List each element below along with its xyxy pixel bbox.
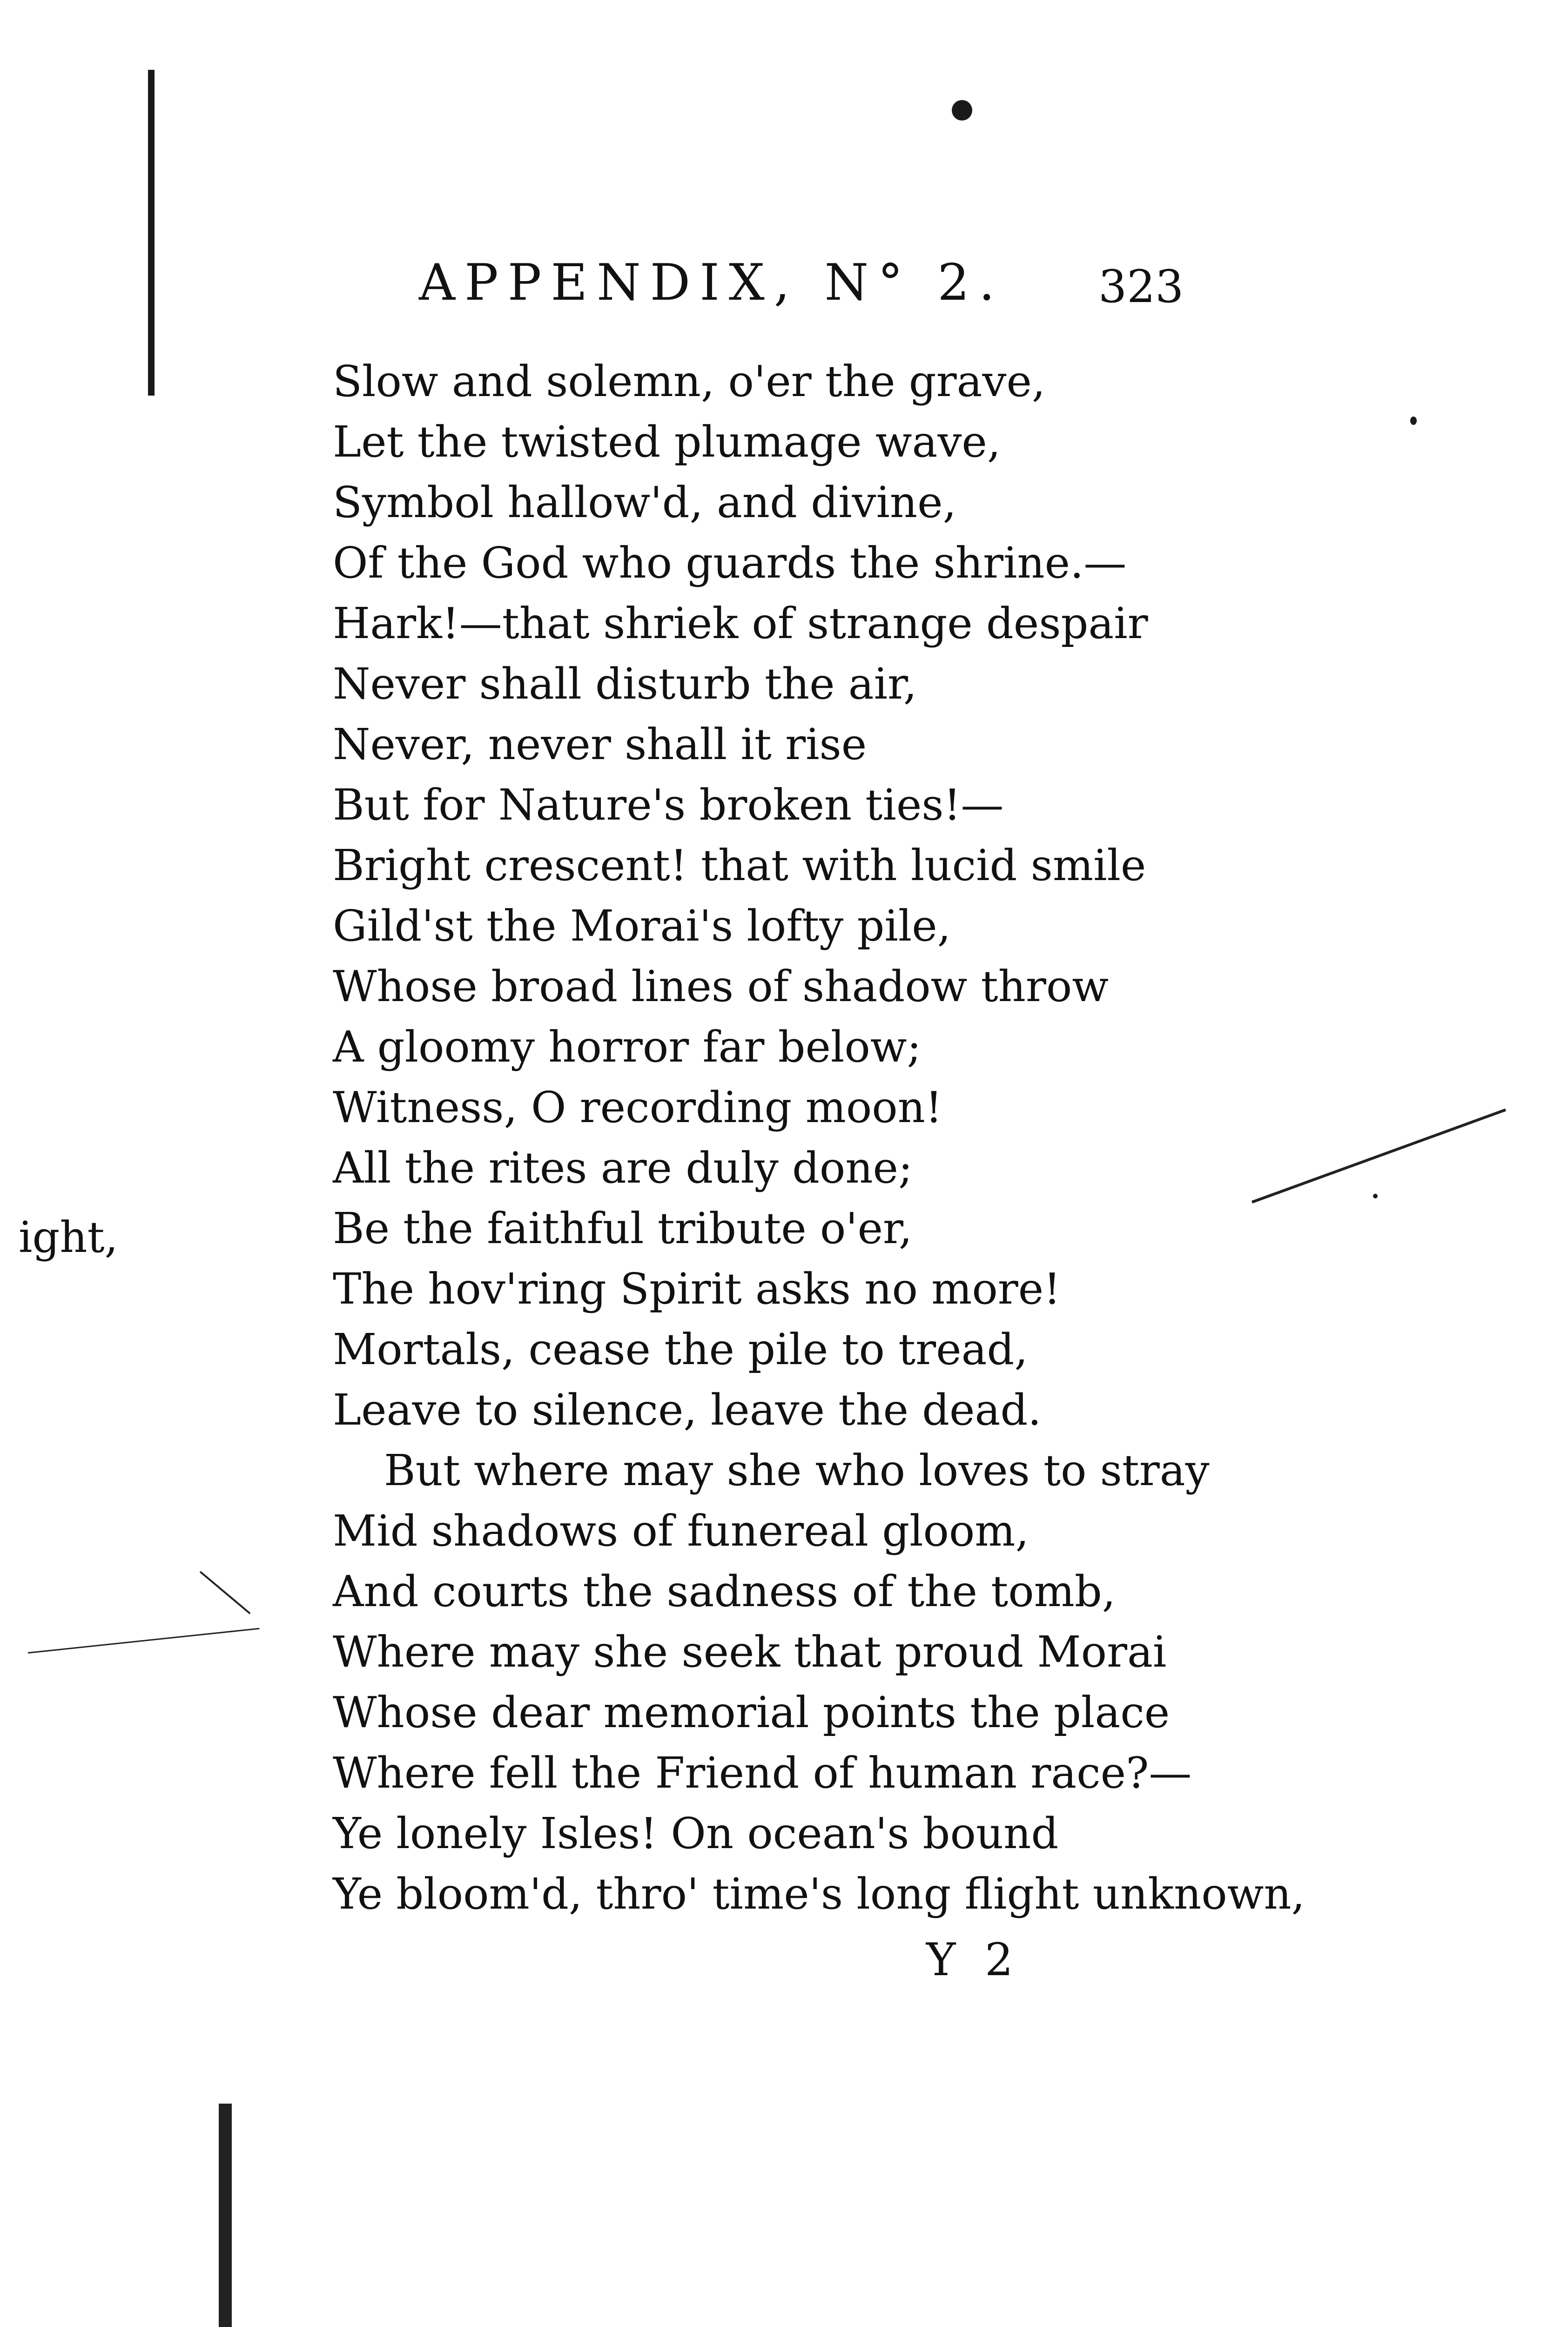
verse-line: Ye lonely Isles! On ocean's bound: [333, 1809, 1059, 1858]
verse-line: Never shall disturb the air,: [333, 659, 917, 709]
stray-pen-stroke: [200, 1571, 251, 1614]
verse-line: Of the God who guards the shrine.—: [333, 538, 1127, 588]
gutter-rule-top: [148, 70, 155, 396]
ink-speck: [1410, 417, 1417, 425]
verse-line: But for Nature's broken ties!—: [333, 780, 1004, 830]
page-number: 323: [1098, 261, 1184, 313]
running-head: APPENDIX, N° 2.: [419, 254, 1004, 312]
verse-line-stanza-start: But where may she who loves to stray: [384, 1446, 1210, 1495]
verse-line: Be the faithful tribute o'er,: [333, 1204, 913, 1253]
verse-line: All the rites are duly done;: [333, 1143, 913, 1193]
verse-line: Hark!—that shriek of strange despair: [333, 599, 1148, 648]
verse-line: The hov'ring Spirit asks no more!: [333, 1264, 1061, 1314]
verse-line: Let the twisted plumage wave,: [333, 417, 1001, 467]
verse-line: Leave to silence, leave the dead.: [333, 1385, 1042, 1435]
verse-line: Whose dear memorial points the place: [333, 1688, 1170, 1737]
verse-line: Where fell the Friend of human race?—: [333, 1748, 1192, 1798]
verse-block: [333, 351, 1310, 1924]
verse-line: Symbol hallow'd, and divine,: [333, 478, 956, 527]
verse-line: Gild'st the Morai's lofty pile,: [333, 901, 951, 951]
verse-line: Whose broad lines of shadow throw: [333, 962, 1109, 1011]
verse-line: Witness, O recording moon!: [333, 1083, 942, 1132]
verse-line: Where may she seek that proud Morai: [333, 1627, 1167, 1677]
verse-line: Mid shadows of funereal gloom,: [333, 1506, 1029, 1556]
facing-page-fragment: ight,: [19, 1212, 118, 1262]
signature-mark: Y 2: [926, 1934, 1021, 1986]
verse-line: Bright crescent! that with lucid smile: [333, 841, 1146, 890]
verse-line: A gloomy horror far below;: [333, 1022, 922, 1072]
verse-line: Slow and solemn, o'er the grave,: [333, 356, 1046, 406]
verse-line: Ye bloom'd, thro' time's long flight unknown,: [333, 1869, 1305, 1919]
verse-line: Mortals, cease the pile to tread,: [333, 1325, 1028, 1374]
ink-blot: [952, 100, 972, 121]
verse-line: Never, never shall it rise: [333, 720, 867, 769]
gutter-rule-bottom: [219, 2104, 232, 2327]
verse-line: And courts the sadness of the tomb,: [333, 1567, 1116, 1616]
stray-pen-stroke: [28, 1628, 260, 1654]
ink-speck: [1373, 1194, 1378, 1198]
